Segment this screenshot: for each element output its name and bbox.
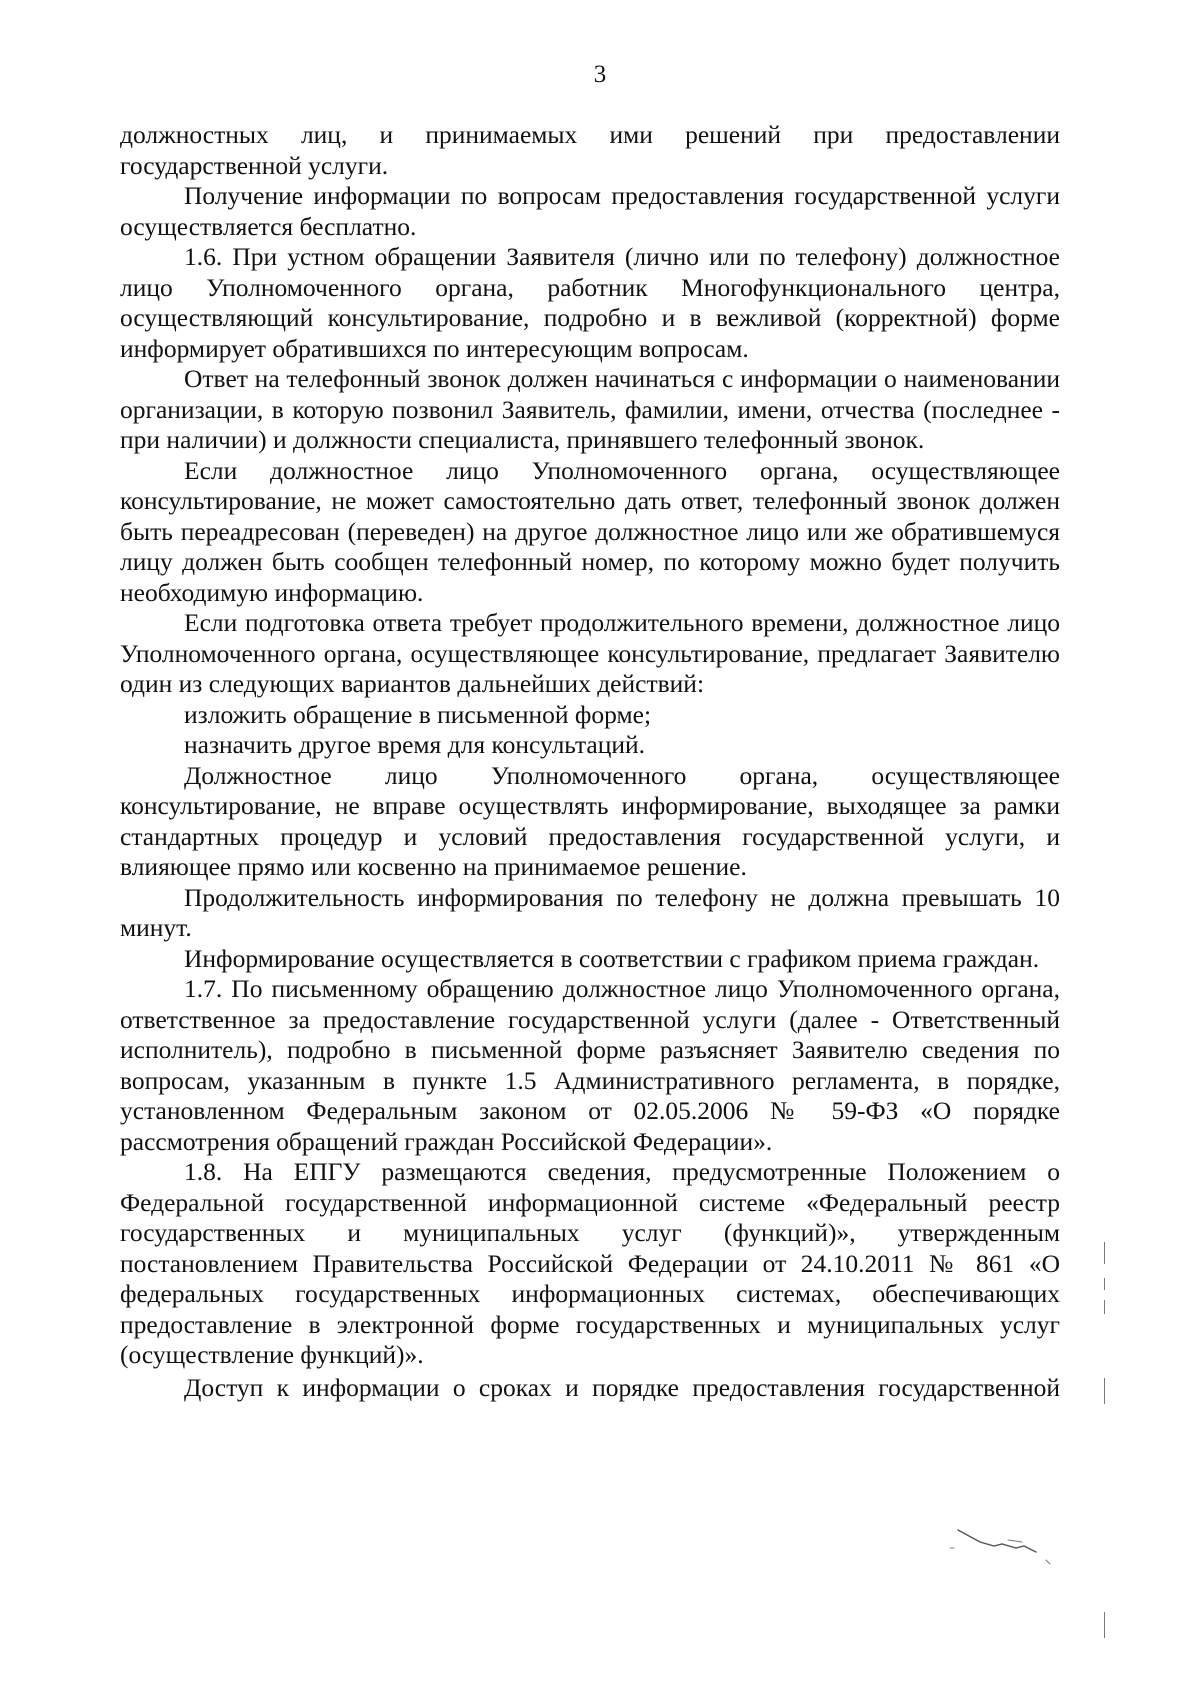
paragraph-access-info: Доступ к информации о сроках и порядке предоставления государственной <box>184 1372 1060 1402</box>
scan-artifact-mark <box>1104 1378 1105 1404</box>
paragraph-free-information: Получение информации по вопросам предоставления государственной услуги осуществляется бесплатно. <box>120 181 1060 241</box>
scan-artifact-mark <box>1104 1242 1105 1264</box>
paragraph-continuation: должностных лиц, и принимаемых ими решений при предоставлении государственной услуги. <box>120 120 1060 180</box>
paragraph-long-preparation: Если подготовка ответа требует продолжительного времени, должностное лицо Уполномоченного органа, осуществляющее консультирование, предлагает Заявителю один из следующих вариантов дальнейших действий: <box>120 608 1060 698</box>
paragraph-1-7-written-request: 1.7. По письменному обращению должностное лицо Уполномоченного органа, ответственное за предоставление государственной услуги (далее - Ответственный исполнитель), подробно в письменной форме разъясняет Заявителю сведения по вопросам, указанным в пункте 1.5 Административного регламента, в порядке, установленном Федеральным законом от 02.05.2006 № 59-ФЗ «О порядке рассмотрения обращений граждан Российской Федерации». <box>120 974 1060 1156</box>
paragraph-duration: Продолжительность информирования по телефону не должна превышать 10 минут. <box>120 882 1060 942</box>
paragraph-restrictions: Должностное лицо Уполномоченного органа, осуществляющее консультирование, не вправе осуществлять информирование, выходящее за рамки стандартных процедур и условий предоставления государственной услуги, и влияющее прямо или косвенно на принимаемое решение. <box>120 760 1060 881</box>
paragraph-1-8-epgu: 1.8. На ЕПГУ размещаются сведения, предусмотренные Положением о Федеральной государственной информационной системе «Федеральный реестр государственных и муниципальных услуг (функций)», утвержденным постановлением Правительства Российской Федерации от 24.10.2011 № 861 «О федеральных государственных информационных системах, обеспечивающих предоставление в электронной форме государственных и муниципальных услуг (осуществление функций)». <box>120 1157 1060 1369</box>
paragraph-1-6-oral-request: 1.6. При устном обращении Заявителя (лично или по телефону) должностное лицо Уполномоченного органа, работник Многофункционального центра, осуществляющий консультирование, подробно и в вежливой (корректной) форме информирует обратившихся по интересующим вопросам. <box>120 242 1060 363</box>
handwritten-mark <box>950 1520 1070 1570</box>
scan-artifact-mark <box>1104 1300 1105 1314</box>
paragraph-call-redirect: Если должностное лицо Уполномоченного органа, осуществляющее консультирование, не может самостоятельно дать ответ, телефонный звонок должен быть переадресован (переведен) на другое должностное лицо или же обратившемуся лицу должен быть сообщен телефонный номер, по которому можно будет получить необходимую информацию. <box>120 455 1060 607</box>
page-number: 3 <box>593 61 607 88</box>
scan-artifact-mark <box>1104 1278 1105 1290</box>
list-item-written-form: изложить обращение в письменной форме; <box>184 699 652 729</box>
paragraph-schedule: Информирование осуществляется в соответствии с графиком приема граждан. <box>184 943 1040 973</box>
paragraph-phone-answer: Ответ на телефонный звонок должен начинаться с информации о наименовании организации, в которую позвонил Заявитель, фамилии, имени, отчества (последнее - при наличии) и должности специалиста, принявшего телефонный звонок. <box>120 364 1060 454</box>
scan-artifact-mark <box>1104 1612 1105 1638</box>
document-body <box>120 120 1060 1403</box>
list-item-other-time: назначить другое время для консультаций. <box>184 730 646 759</box>
